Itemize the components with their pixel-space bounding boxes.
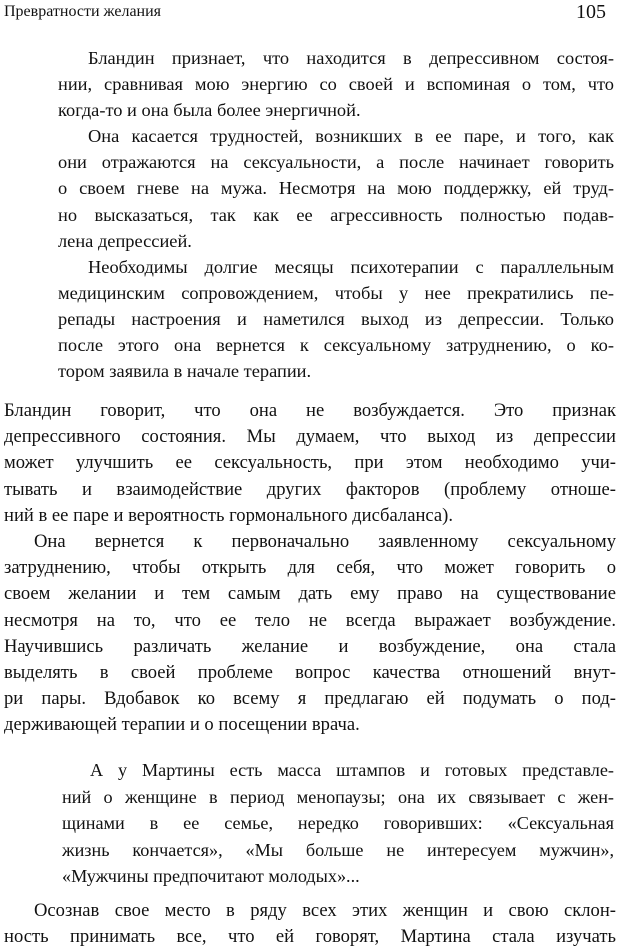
text-line: ри пары. Вдобавок ко всему я предлагаю ей подумать о под-: [4, 688, 616, 710]
text-line: медицинским сопровождением, чтобы у нее прекратились пе-: [58, 282, 614, 303]
text-line: Она касается трудностей, возникших в ее паре, и того, как: [88, 126, 614, 147]
text-line: Бландин говорит, что она не возбуждается. Это признак: [4, 400, 616, 421]
text-line: когда-то и она была более энергичной.: [58, 100, 361, 121]
text-line: репады настроения и наметился выход из депрессии. Только: [58, 308, 614, 329]
text-line: «Мужчины предпочитают молодых»...: [62, 866, 360, 887]
commentary-martine: [4, 898, 616, 950]
case-narrative-martine: [62, 757, 614, 890]
text-line: ность принимать все, что ей говорят, Мартина стала изучать: [4, 926, 616, 948]
text-line: несмотря на то, что ее тело не всегда выражает возбуждение.: [4, 609, 616, 631]
text-line: держивающей терапии и о посещении врача.: [4, 714, 360, 736]
case-narrative-blandine: [58, 45, 614, 384]
text-line: ний в ее паре и вероятность гормонального дисбаланса).: [4, 504, 453, 526]
text-line: выделять в своей проблеме вопрос качества отношений внут-: [4, 662, 616, 684]
text-line: лена депрессией.: [58, 230, 192, 251]
text-line: своем желании и тем самым дать ему право на существование: [4, 583, 616, 605]
text-line: тывать и взаимодействие других факторов (проблему отноше-: [4, 478, 616, 500]
text-line: они отражаются на сексуальности, а после начинает говорить: [58, 152, 614, 173]
text-line: нии, сравнивая мою энергию со своей и вспоминая о том, что: [58, 74, 614, 95]
commentary-blandine: [4, 398, 616, 739]
text-line: Научившись различать желание и возбуждение, она стала: [4, 635, 616, 657]
text-line: тором заявила в начале терапии.: [58, 361, 312, 382]
text-line: ний о женщине в период менопаузы; она их связывает с жен-: [62, 786, 614, 807]
text-line: Она вернется к первоначально заявленному сексуальному: [34, 531, 616, 553]
text-line: затруднению, чтобы открыть для себя, что может говорить о: [4, 557, 616, 579]
text-line: Бландин признает, что находится в депрессивном состоя-: [88, 48, 614, 68]
text-line: Осознав свое место в ряду всех этих женщин и свою склон-: [34, 900, 616, 921]
text-line: может улучшить ее сексуальность, при этом необходимо учи-: [4, 452, 616, 474]
text-line: но высказаться, так как ее агрессивность полностью подав-: [58, 204, 614, 225]
text-line: Необходимы долгие месяцы психотерапии с параллельным: [88, 256, 614, 277]
text-line: А у Мартины есть масса штампов и готовых представле-: [90, 760, 614, 780]
text-line: жизнь кончается», «Мы больше не интересуем мужчин»,: [62, 839, 614, 860]
text-line: о своем гневе на мужа. Несмотря на мою поддержку, ей труд-: [58, 178, 614, 199]
text-line: щинами в ее семье, нередко говоривших: «Сексуальная: [62, 813, 614, 834]
text-line: после этого она вернется к сексуальному затруднению, о ко-: [58, 335, 614, 356]
page-number: 105: [576, 1, 606, 23]
running-title: Превратности желания: [4, 3, 162, 20]
text-line: депрессивного состояния. Мы думаем, что выход из депрессии: [4, 426, 616, 448]
